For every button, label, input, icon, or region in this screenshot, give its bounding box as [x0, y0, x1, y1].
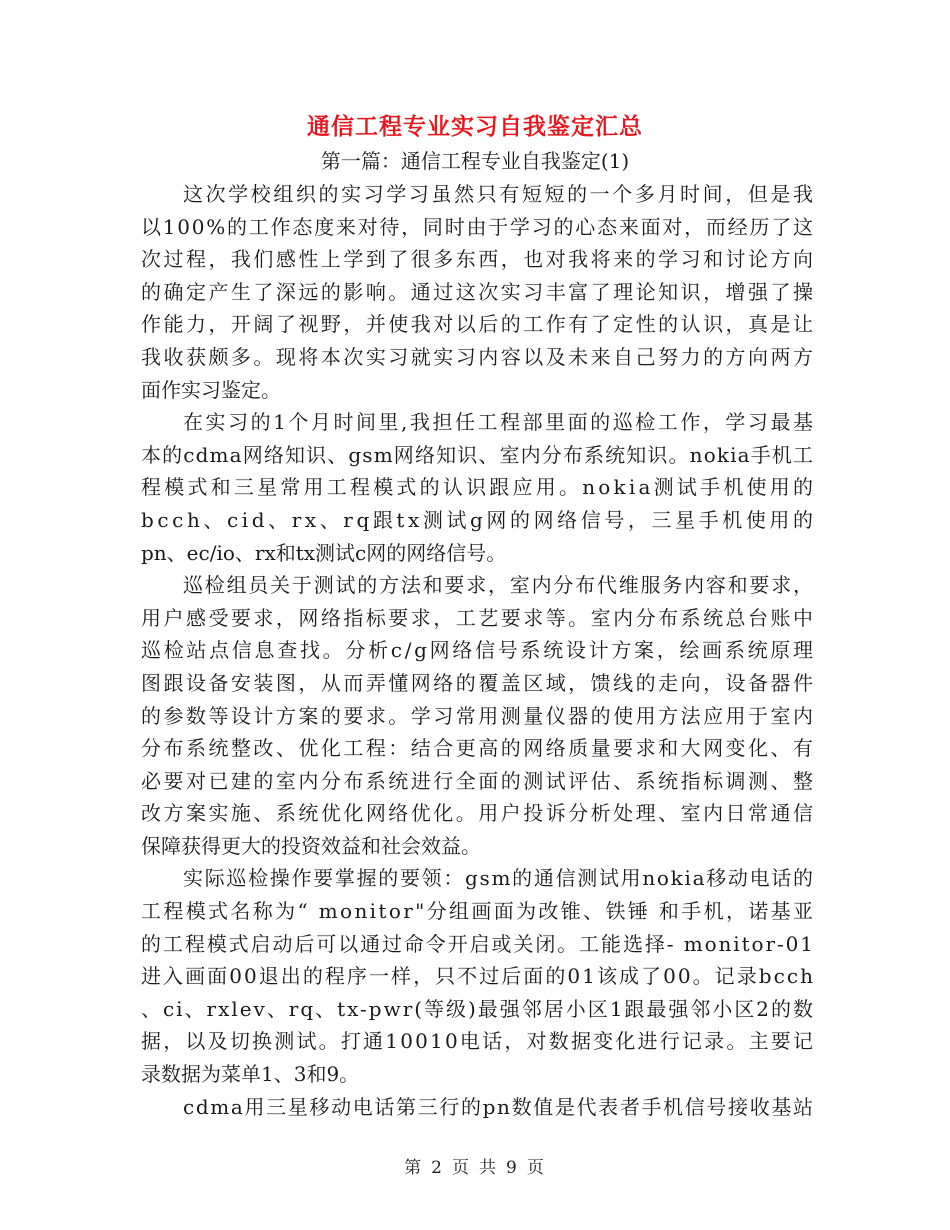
body-line: 图跟设备安装图，从而弄懂网络的覆盖区域，馈线的走向，设备器件	[141, 670, 816, 695]
body-line: 必要对已建的室内分布系统进行全面的测试评估、系统指标调测、整	[141, 768, 816, 793]
footer-prefix: 第	[404, 1158, 424, 1178]
body-line: 的确定产生了深远的影响。通过这次实习丰富了理论知识，增强了操	[141, 279, 816, 304]
body-line: cdma用三星移动电话第三行的pn数值是代表者手机信号接收基站	[183, 1094, 815, 1119]
document-body	[141, 178, 817, 1123]
body-line: 进入画面00退出的程序一样，只不过后面的01该成了00。记录bcch	[141, 964, 816, 989]
section-title: 第一篇：通信工程专业自我鉴定(1)	[320, 149, 630, 173]
body-line: 以100%的工作态度来对待，同时由于学习的心态来面对，而经历了这	[141, 214, 815, 239]
body-line: 程模式和三星常用工程模式的认识跟应用。nokia测试手机使用的	[141, 475, 817, 500]
footer-page-end-label: 页	[526, 1158, 546, 1178]
body-line: 录数据为菜单1、3和9。	[141, 1062, 360, 1087]
body-line: 保障获得更大的投资效益和社会效益。	[141, 833, 481, 858]
body-line: 的工程模式启动后可以通过命令开启或关闭。工能选择- monitor-01	[141, 931, 815, 956]
body-line: 在实习的1个月时间里,我担任工程部里面的巡检工作，学习最基	[183, 410, 816, 435]
body-line: pn、ec/io、rx和tx测试c网的网络信号。	[141, 540, 507, 565]
body-line: 、ci、rxlev、rq、tx-pwr(等级)最强邻居小区1跟最强邻小区2的数	[141, 996, 815, 1021]
body-line: 巡检站点信息查找。分析c/g网络信号系统设计方案，绘画系统原理	[141, 638, 816, 663]
body-line: 作能力，开阔了视野，并使我对以后的工作有了定性的认识，真是让	[141, 312, 816, 337]
body-line: 本的cdma网络知识、gsm网络知识、室内分布系统知识。nokia手机工	[141, 442, 815, 467]
body-line: 改方案实施、系统优化网络优化。用户投诉分析处理、室内日常通信	[141, 801, 816, 826]
footer-page-number: 2	[431, 1158, 444, 1178]
body-line: 的参数等设计方案的要求。学习常用测量仪器的使用方法应用于室内	[141, 703, 816, 728]
body-line: 用户感受要求，网络指标要求，工艺要求等。室内分布系统总台账中	[141, 605, 816, 630]
body-line: 巡检组员关于测试的方法和要求，室内分布代维服务内容和要求，	[183, 573, 815, 598]
body-line: 我收获颇多。现将本次实习就实习内容以及未来自己努力的方向两方	[141, 344, 816, 369]
footer-total-label: 共	[479, 1158, 498, 1178]
footer-total-pages: 9	[506, 1158, 519, 1178]
body-line: 面作实习鉴定。	[141, 377, 281, 402]
body-line: 工程模式名称为“ monitor"分组画面为改锥、铁锤 和手机，诺基亚	[141, 899, 816, 924]
body-line: 分布系统整改、优化工程：结合更高的网络质量要求和大网变化、有	[141, 736, 816, 761]
footer-page-label: 页	[452, 1158, 471, 1178]
page-footer	[0, 1153, 950, 1178]
body-line: 次过程，我们感性上学到了很多东西，也对我将来的学习和讨论方向	[141, 247, 816, 272]
document-title: 通信工程专业实习自我鉴定汇总	[307, 113, 643, 140]
body-line: bcch、cid、rx、rq跟tx测试g网的网络信号，三星手机使用的	[141, 507, 817, 532]
body-line: 这次学校组织的实习学习虽然只有短短的一个多月时间，但是我	[183, 182, 816, 206]
body-line: 据，以及切换测试。打通10010电话，对数据变化进行记录。主要记	[141, 1029, 816, 1054]
body-line: 实际巡检操作要掌握的要领：gsm的通信测试用nokia移动电话的	[183, 866, 815, 891]
